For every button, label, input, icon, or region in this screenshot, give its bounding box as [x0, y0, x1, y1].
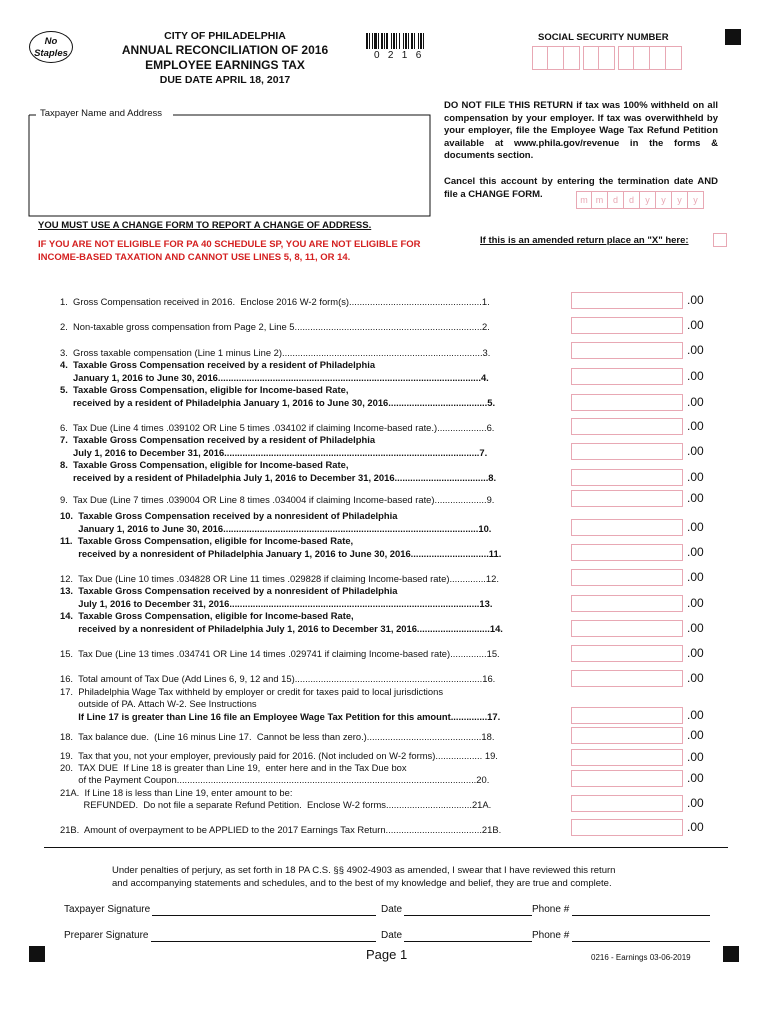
amount-cents: .00: [687, 708, 704, 722]
page-number: Page 1: [366, 947, 408, 962]
amount-field[interactable]: [571, 418, 683, 435]
city-name: CITY OF PHILADELPHIA: [164, 30, 286, 42]
change-address-note: YOU MUST USE A CHANGE FORM TO REPORT A CHANGE OF ADDRESS.: [38, 220, 372, 231]
amount-field[interactable]: [571, 620, 683, 637]
line-text-32: 21A. If Line 18 is less than Line 19, enter amount to be:: [60, 787, 293, 798]
line-text-29: 19. Tax that you, not your employer, previously paid for 2016. (Not included on W-2 forms).................. 19.: [60, 750, 498, 761]
barcode-digits: 0 2 1 6: [374, 50, 422, 61]
amount-field[interactable]: [571, 749, 683, 766]
line-text-13: 9. Tax Due (Line 7 times .039004 OR Line 8 times .034004 if claiming Income-based rate)....................9.: [60, 494, 495, 505]
line-text-16: 11. Taxable Gross Compensation, eligible for Income-based Rate,: [60, 535, 354, 546]
amount-field[interactable]: [571, 519, 683, 536]
amount-cents: .00: [687, 444, 704, 458]
line-text-11: 8. Taxable Gross Compensation, eligible for Income-based Rate,: [60, 459, 349, 470]
amount-cents: .00: [687, 318, 704, 332]
line-text-30: 20. TAX DUE If Line 18 is greater than Line 19, enter here and in the Tax Due box: [60, 762, 407, 773]
preparer-signature-label: Preparer Signature: [64, 930, 149, 941]
amount-field[interactable]: [571, 469, 683, 486]
line-text-7: received by a resident of Philadelphia January 1, 2016 to June 30, 2016......................................5.: [60, 397, 496, 408]
line-text-25: 17. Philadelphia Wage Tax withheld by employer or credit for taxes paid to local jurisdictions: [60, 686, 444, 697]
amount-field[interactable]: [571, 544, 683, 561]
line-text-5: January 1, 2016 to June 30, 2016.....................................................................................................4.: [60, 372, 489, 383]
warning-line-1: IF YOU ARE NOT ELIGIBLE FOR PA 40 SCHEDULE SP, YOU ARE NOT ELIGIBLE FOR: [38, 239, 421, 250]
amount-cents: .00: [687, 771, 704, 785]
amount-field[interactable]: [571, 770, 683, 787]
registration-mark-bottom-left: [29, 946, 45, 962]
line-text-26: outside of PA. Attach W-2. See Instructions: [60, 698, 257, 709]
amount-field[interactable]: [571, 394, 683, 411]
registration-mark-top-right: [725, 29, 741, 45]
line-text-15: January 1, 2016 to June 30, 2016..................................................................................................10.: [60, 523, 492, 534]
amount-cents: .00: [687, 750, 704, 764]
amount-cents: .00: [687, 796, 704, 810]
amount-cents: .00: [687, 369, 704, 383]
amount-field[interactable]: [571, 819, 683, 836]
amount-field[interactable]: [571, 368, 683, 385]
taxpayer-signature-label: Taxpayer Signature: [64, 904, 151, 915]
line-text-22: received by a nonresident of Philadelphia July 1, 2016 to December 31, 2016............................14.: [60, 623, 503, 634]
preparer-date-label: Date: [381, 930, 403, 941]
termination-date-input[interactable]: [576, 191, 704, 209]
line-text-34: 21B. Amount of overpayment to be APPLIED to the 2017 Earnings Tax Return.....................................21B.: [60, 824, 502, 835]
line-text-33: REFUNDED. Do not file a separate Refund Petition. Enclose W-2 forms.................................21A.: [60, 799, 492, 810]
preparer-phone-label: Phone #: [532, 930, 570, 941]
taxpayer-date-label: Date: [381, 904, 403, 915]
divider: [44, 847, 728, 848]
amount-cents: .00: [687, 470, 704, 484]
preparer-signature-field[interactable]: [151, 940, 376, 942]
amount-field[interactable]: [571, 569, 683, 586]
form-title: ANNUAL RECONCILIATION OF 2016: [121, 43, 329, 57]
notice-cancel: Cancel this account by entering the termination date AND file a CHANGE FORM.: [444, 176, 718, 200]
barcode: [366, 33, 454, 49]
line-text-21: 14. Taxable Gross Compensation, eligible for Income-based Rate,: [60, 610, 354, 621]
amount-field[interactable]: [571, 707, 683, 724]
date-cell-5[interactable]: y: [640, 191, 656, 209]
line-text-31: of the Payment Coupon...................................................................................................................20.: [60, 774, 490, 785]
amount-field[interactable]: [571, 443, 683, 460]
amount-cents: .00: [687, 728, 704, 742]
amount-field[interactable]: [571, 342, 683, 359]
amount-cents: .00: [687, 395, 704, 409]
ssn-label: SOCIAL SECURITY NUMBER: [538, 32, 669, 43]
line-text-4: 4. Taxable Gross Compensation received by a resident of Philadelphia: [60, 359, 376, 370]
perjury-statement-2: and accompanying statements and schedules, and to the best of my knowledge and belief, they are true and complete.: [112, 878, 612, 889]
amount-field[interactable]: [571, 645, 683, 662]
date-cell-4[interactable]: d: [624, 191, 640, 209]
date-cell-2[interactable]: m: [592, 191, 608, 209]
amount-cents: .00: [687, 596, 704, 610]
taxpayer-name-address-field[interactable]: [32, 122, 428, 214]
line-text-8: 6. Tax Due (Line 4 times .039102 OR Line 5 times .034102 if claiming Income-based rate.)...................6.: [60, 422, 495, 433]
form-code: 0216 - Earnings 03-06-2019: [591, 953, 691, 962]
amount-cents: .00: [687, 545, 704, 559]
line-text-12: received by a resident of Philadelphia July 1, 2016 to December 31, 2016....................................8.: [60, 472, 497, 483]
amount-cents: .00: [687, 570, 704, 584]
line-text-14: 10. Taxable Gross Compensation received by a nonresident of Philadelphia: [60, 510, 398, 521]
line-text-18: 12. Tax Due (Line 10 times .034828 OR Line 11 times .029828 if claiming Income-based rate)..............12.: [60, 573, 499, 584]
line-text-23: 15. Tax Due (Line 13 times .034741 OR Line 14 times .029741 if claiming Income-based rate)..............15.: [60, 648, 500, 659]
form-subtitle: EMPLOYEE EARNINGS TAX: [145, 58, 305, 72]
amount-cents: .00: [687, 671, 704, 685]
taxpayer-phone-label: Phone #: [532, 904, 570, 915]
perjury-statement-1: Under penalties of perjury, as set forth in 18 PA C.S. §§ 4902-4903 as amended, I swear that I have reviewed this return: [112, 865, 616, 876]
line-text-27: If Line 17 is greater than Line 16 file an Employee Wage Tax Petition for this amount..............17.: [60, 711, 501, 722]
amount-field[interactable]: [571, 795, 683, 812]
amount-field[interactable]: [571, 317, 683, 334]
preparer-phone-field[interactable]: [572, 940, 710, 942]
date-cell-3[interactable]: d: [608, 191, 624, 209]
taxpayer-date-field[interactable]: [404, 914, 532, 916]
line-text-28: 18. Tax balance due. (Line 16 minus Line 17. Cannot be less than zero.)............................................18.: [60, 731, 495, 742]
no-staples-badge: No Staples: [29, 31, 73, 63]
preparer-date-field[interactable]: [404, 940, 532, 942]
due-date: DUE DATE APRIL 18, 2017: [159, 74, 291, 86]
line-text-24: 16. Total amount of Tax Due (Add Lines 6, 9, 12 and 15)........................................................................16.: [60, 673, 496, 684]
amount-cents: .00: [687, 520, 704, 534]
taxpayer-signature-field[interactable]: [152, 914, 376, 916]
amount-field[interactable]: [571, 595, 683, 612]
ssn-input[interactable]: [532, 46, 682, 70]
line-text-1: 1. Gross Compensation received in 2016. Enclose 2016 W-2 form(s)...................................................1.: [60, 296, 490, 307]
line-text-2: 2. Non-taxable gross compensation from Page 2, Line 5........................................................................2.: [60, 321, 490, 332]
date-cell-6[interactable]: y: [656, 191, 672, 209]
registration-mark-bottom-right: [723, 946, 739, 962]
line-text-9: 7. Taxable Gross Compensation received by a resident of Philadelphia: [60, 434, 376, 445]
line-text-10: July 1, 2016 to December 31, 2016..................................................................................................7.: [60, 447, 488, 458]
date-cell-1[interactable]: m: [576, 191, 592, 209]
date-cell-8[interactable]: y: [688, 191, 704, 209]
amount-cents: .00: [687, 491, 704, 505]
line-text-17: received by a nonresident of Philadelphia January 1, 2016 to June 30, 2016..............................11.: [60, 548, 502, 559]
line-text-3: 3. Gross taxable compensation (Line 1 minus Line 2).............................................................................3.: [60, 347, 491, 358]
amount-field[interactable]: [571, 490, 683, 507]
line-text-19: 13. Taxable Gross Compensation received by a nonresident of Philadelphia: [60, 585, 398, 596]
amount-cents: .00: [687, 419, 704, 433]
notice-do-not-file: DO NOT FILE THIS RETURN if tax was 100% withheld on all compensation by your employer. If tax was overwithheld by your employer, file the Employee Wage Tax Refund Petition available at www.phila.gov/revenue in the forms & documents section.: [444, 100, 718, 162]
line-text-20: July 1, 2016 to December 31, 2016................................................................................................13.: [60, 598, 493, 609]
taxpayer-phone-field[interactable]: [572, 914, 710, 916]
amount-cents: .00: [687, 820, 704, 834]
date-cell-7[interactable]: y: [672, 191, 688, 209]
amended-label: If this is an amended return place an "X" here:: [480, 235, 689, 246]
amount-cents: .00: [687, 621, 704, 635]
amount-field[interactable]: [571, 727, 683, 744]
line-text-6: 5. Taxable Gross Compensation, eligible for Income-based Rate,: [60, 384, 349, 395]
amended-checkbox[interactable]: [713, 233, 727, 247]
amount-cents: .00: [687, 343, 704, 357]
amount-cents: .00: [687, 293, 704, 307]
amount-cents: .00: [687, 646, 704, 660]
amount-field[interactable]: [571, 670, 683, 687]
taxpayer-label: Taxpayer Name and Address: [40, 108, 162, 119]
warning-line-2: INCOME-BASED TAXATION AND CANNOT USE LINES 5, 8, 11, OR 14.: [38, 252, 351, 263]
amount-field[interactable]: [571, 292, 683, 309]
